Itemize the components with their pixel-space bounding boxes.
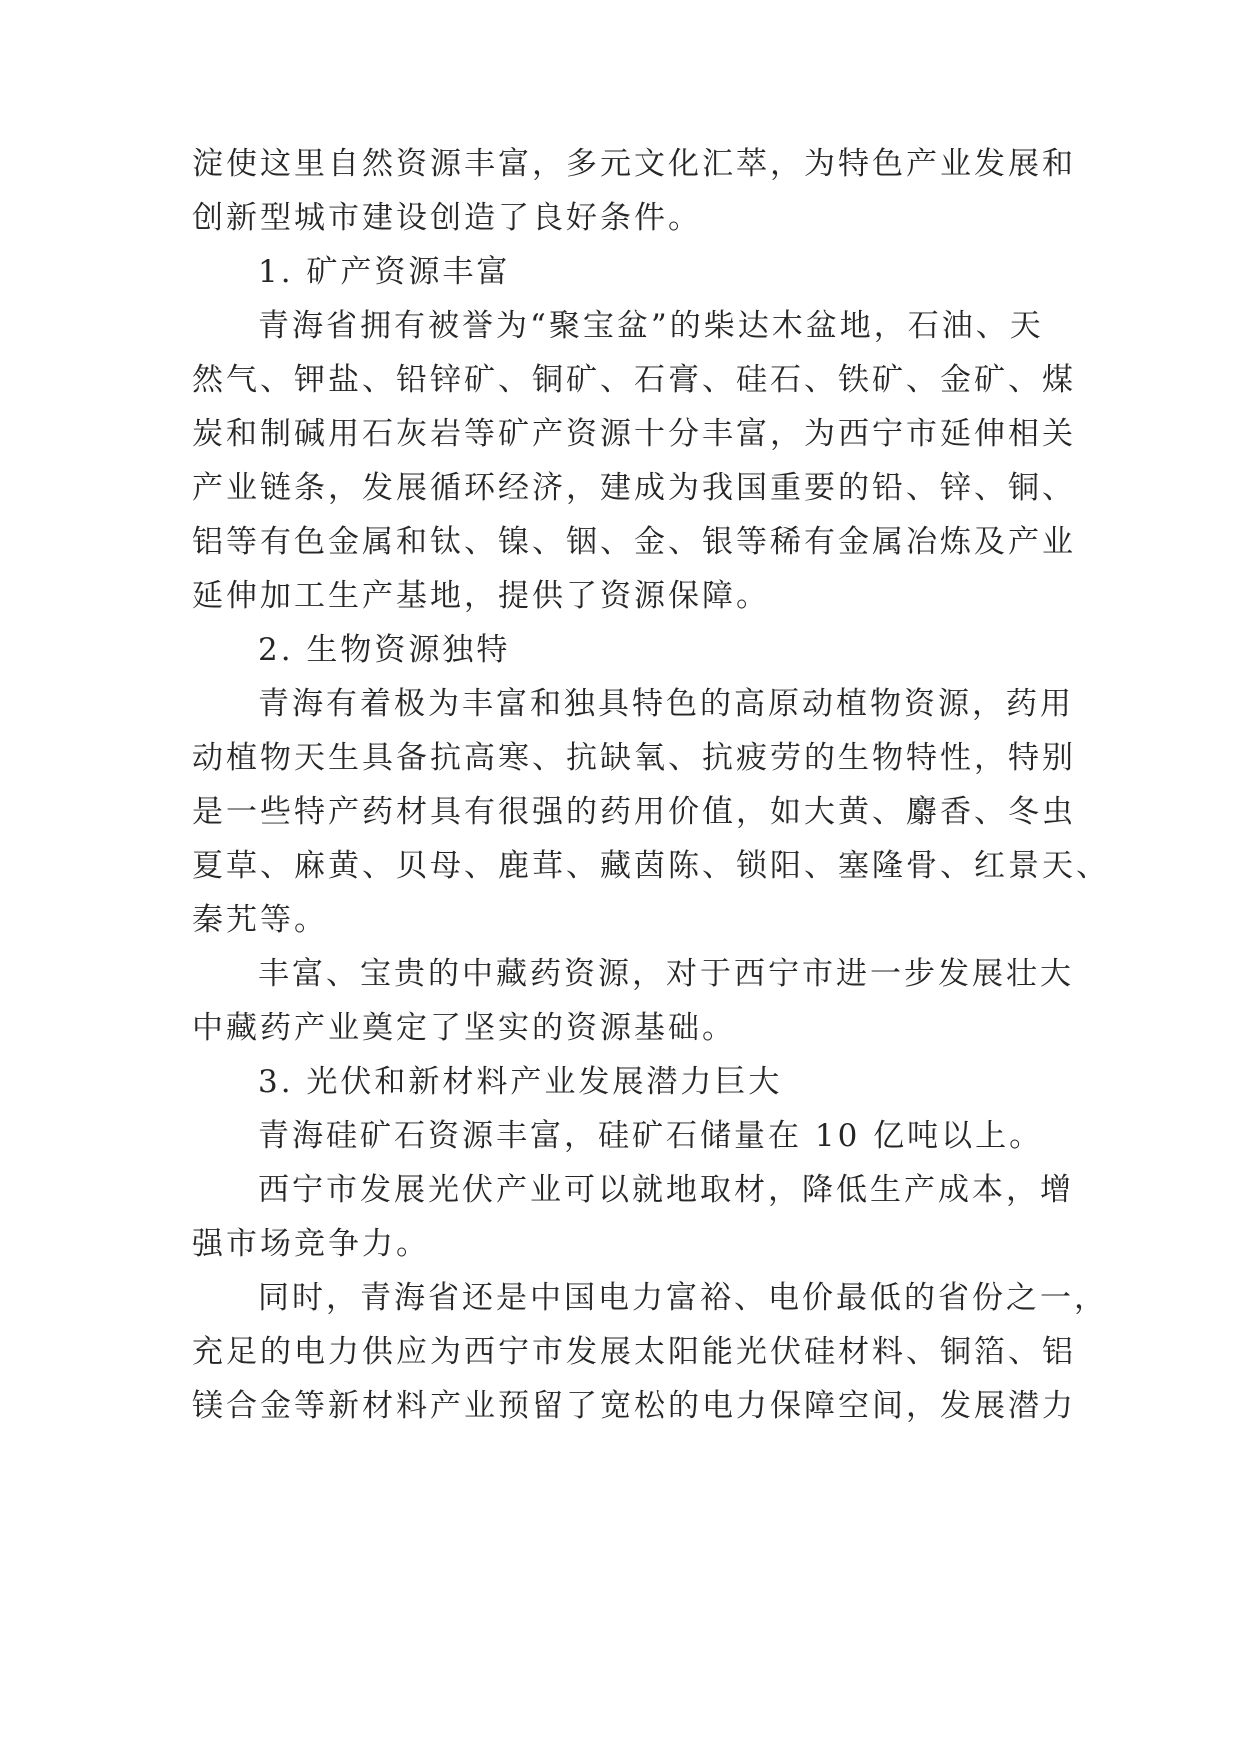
body-line: 淀使这里自然资源丰富，多元文化汇萃，为特色产业发展和 (192, 146, 1076, 182)
body-line: 中藏药产业奠定了坚实的资源基础。 (192, 1010, 736, 1046)
body-line: 延伸加工生产基地，提供了资源保障。 (192, 578, 770, 614)
section-heading: 3. 光伏和新材料产业发展潜力巨大 (258, 1064, 783, 1100)
body-line: 西宁市发展光伏产业可以就地取材，降低生产成本，增 (258, 1172, 1074, 1208)
section-heading: 2. 生物资源独特 (258, 632, 511, 668)
body-line: 镁合金等新材料产业预留了宽松的电力保障空间，发展潜力 (192, 1388, 1076, 1424)
body-line: 同时，青海省还是中国电力富裕、电价最低的省份之一， (258, 1280, 1108, 1316)
body-line: 青海有着极为丰富和独具特色的高原动植物资源，药用 (258, 686, 1074, 722)
body-line: 炭和制碱用石灰岩等矿产资源十分丰富，为西宁市延伸相关 (192, 416, 1076, 452)
body-line: 青海省拥有被誉为“聚宝盆”的柴达木盆地，石油、天 (258, 308, 1044, 344)
body-line: 铝等有色金属和钛、镍、铟、金、银等稀有金属冶炼及产业 (192, 524, 1076, 560)
body-line: 充足的电力供应为西宁市发展太阳能光伏硅材料、铜箔、铝 (192, 1334, 1076, 1370)
body-line: 丰富、宝贵的中藏药资源，对于西宁市进一步发展壮大 (258, 956, 1074, 992)
body-line: 青海硅矿石资源丰富，硅矿石储量在 10 亿吨以上。 (258, 1118, 1044, 1154)
body-line: 创新型城市建设创造了良好条件。 (192, 200, 702, 236)
body-line: 夏草、麻黄、贝母、鹿茸、藏茵陈、锁阳、塞隆骨、红景天、 (192, 848, 1110, 884)
body-line: 是一些特产药材具有很强的药用价值，如大黄、麝香、冬虫 (192, 794, 1076, 830)
body-line: 然气、钾盐、铅锌矿、铜矿、石膏、硅石、铁矿、金矿、煤 (192, 362, 1076, 398)
body-line: 产业链条，发展循环经济，建成为我国重要的铅、锌、铜、 (192, 470, 1076, 506)
body-line: 强市场竞争力。 (192, 1226, 430, 1262)
body-line: 秦艽等。 (192, 902, 328, 938)
section-heading: 1. 矿产资源丰富 (258, 254, 511, 290)
body-line: 动植物天生具备抗高寒、抗缺氧、抗疲劳的生物特性，特别 (192, 740, 1076, 776)
